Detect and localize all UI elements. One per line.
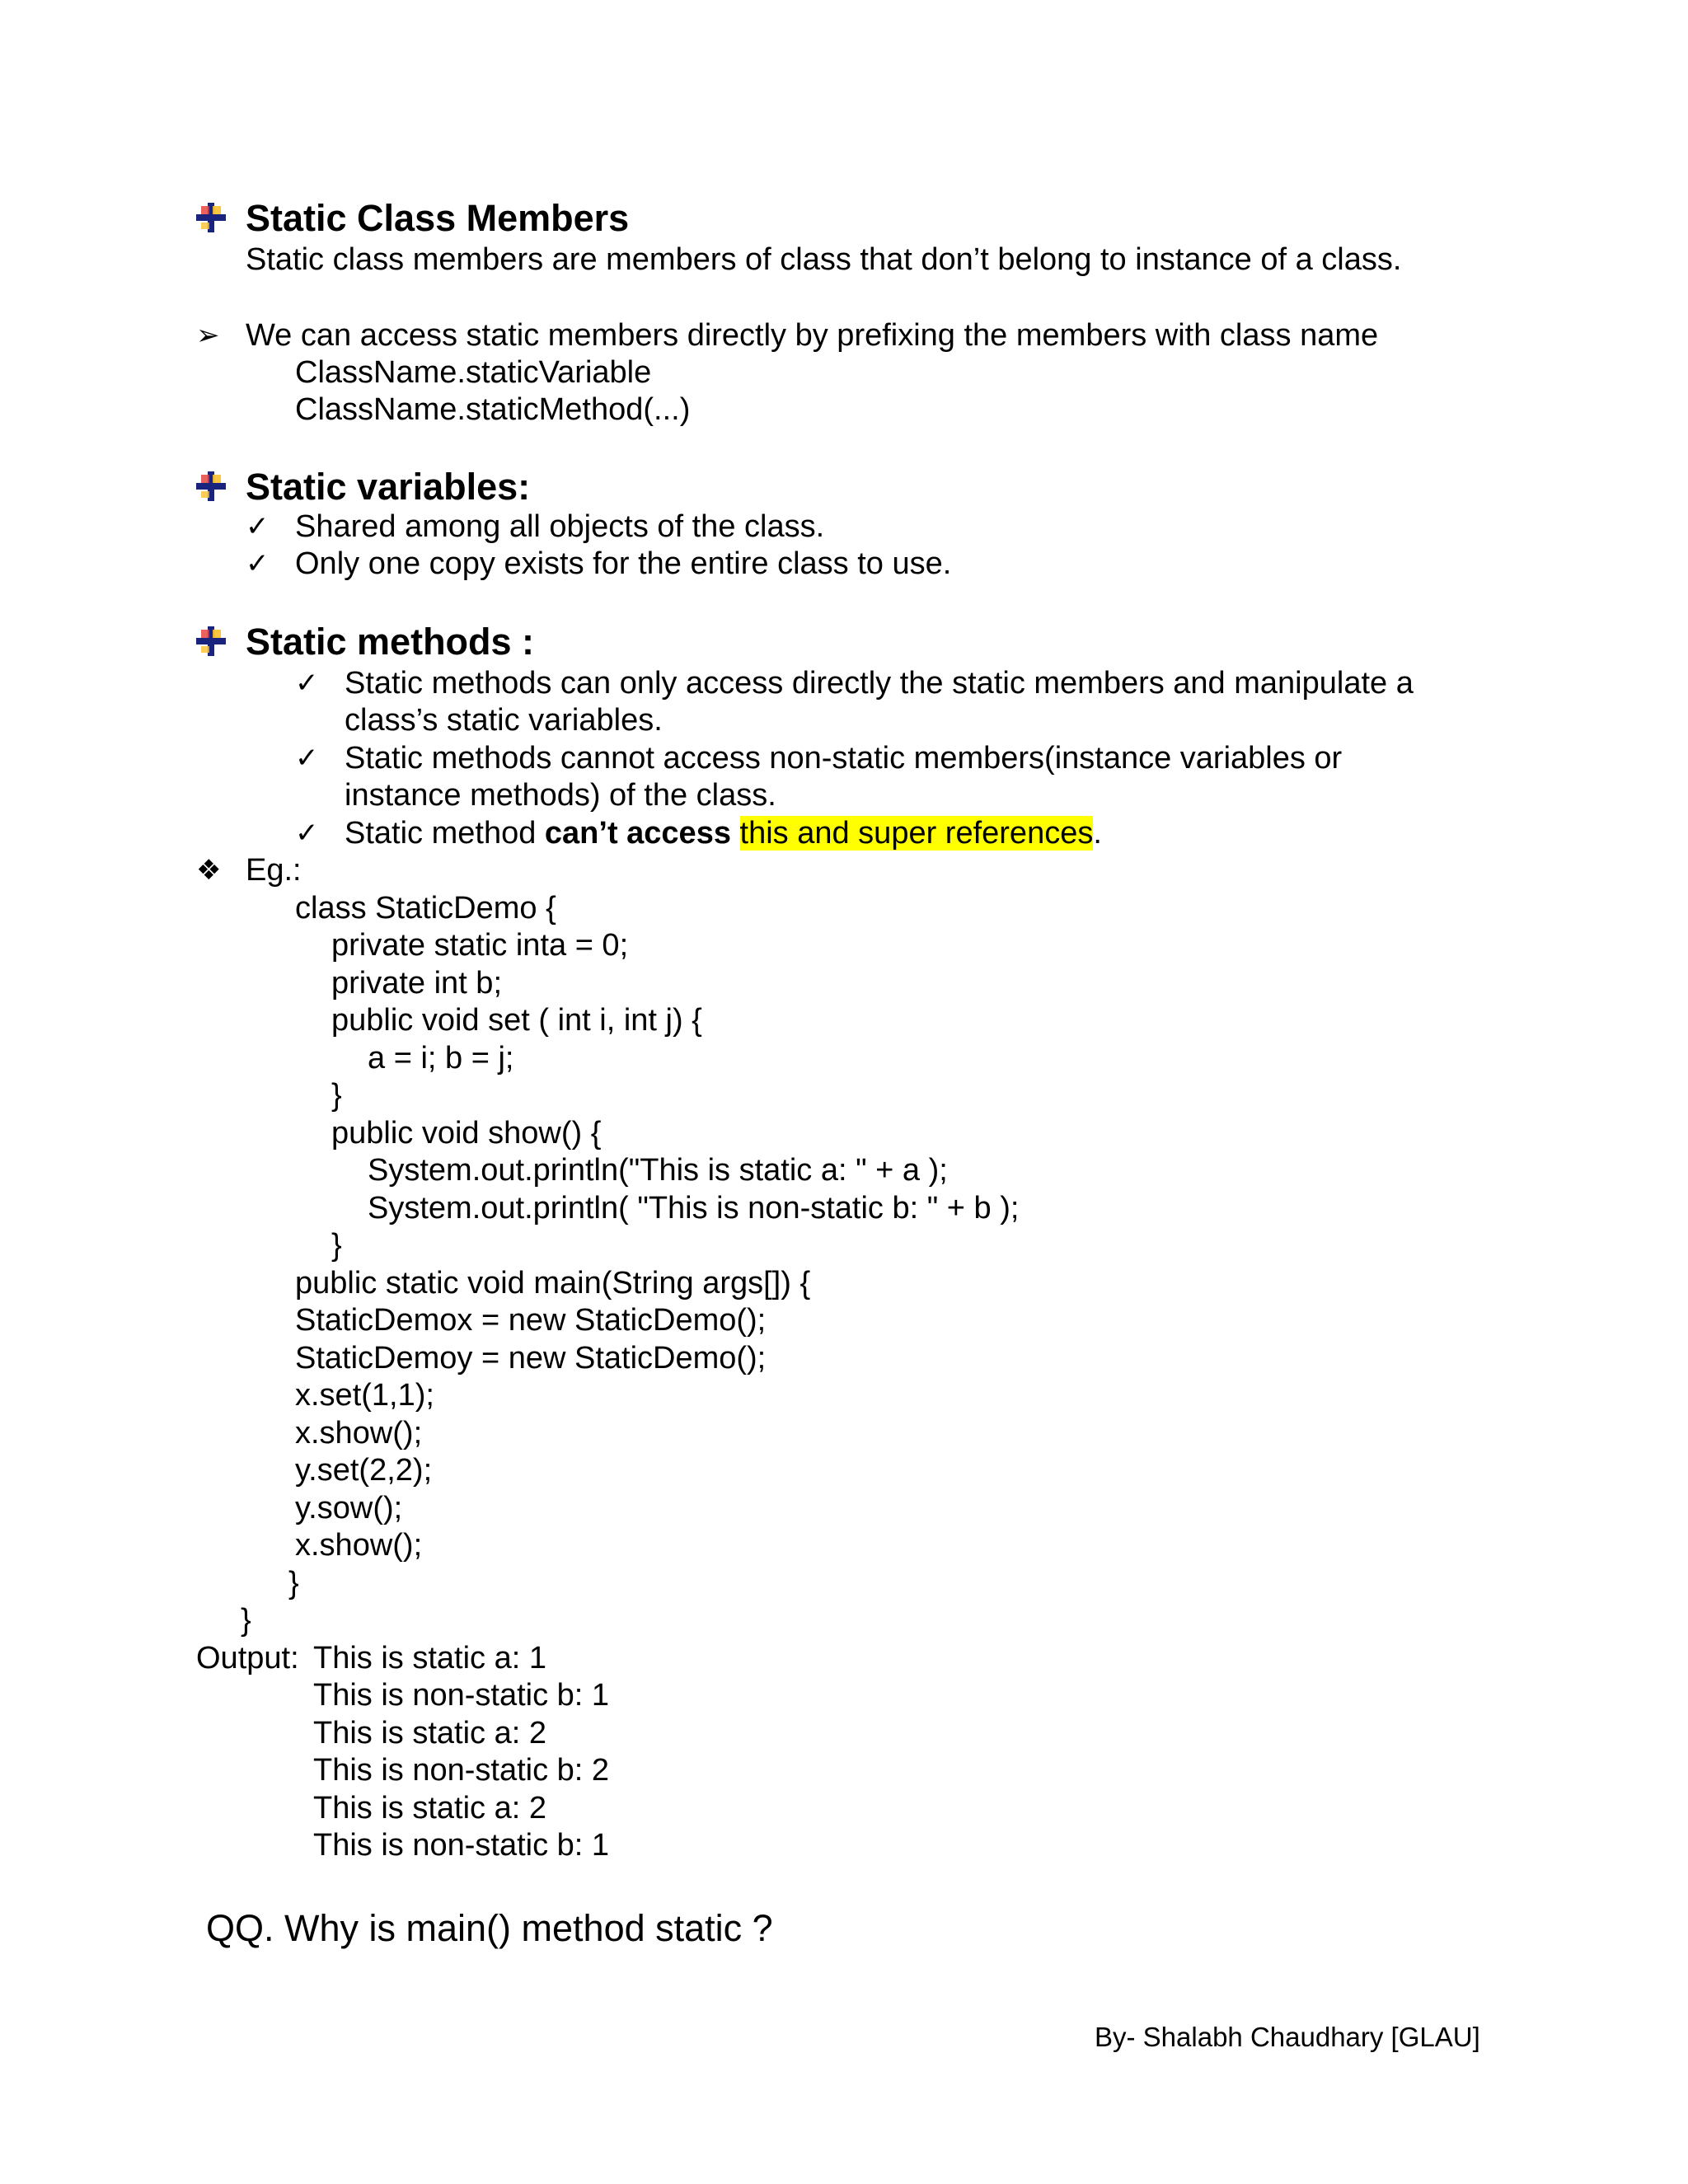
code-line: y.set(2,2);	[295, 1453, 433, 1488]
example-line: ClassName.staticVariable	[295, 355, 652, 390]
code-line: System.out.println( "This is non-static b: " + b );	[368, 1191, 1020, 1226]
output-line: This is static a: 1	[313, 1641, 546, 1675]
question-text: QQ. Why is main() method static ?	[206, 1907, 773, 1949]
code-line: private int b;	[331, 966, 502, 1001]
code-line: System.out.println("This is static a: " + a );	[368, 1153, 948, 1188]
section-description: Static class members are members of class that don’t belong to instance of a class.	[246, 242, 1402, 277]
plus-bullet-icon	[195, 625, 227, 658]
output-line: This is non-static b: 1	[313, 1828, 610, 1863]
bullet-text: Shared among all objects of the class.	[295, 509, 825, 544]
output-line: This is static a: 2	[313, 1716, 546, 1750]
code-line: x.set(1,1);	[295, 1378, 434, 1413]
bullet-text: instance methods) of the class.	[345, 778, 776, 813]
plus-bullet-icon	[195, 470, 227, 503]
plus-bullet-icon	[195, 201, 227, 234]
section-title: Static methods :	[246, 621, 535, 663]
example-line: ClassName.staticMethod(...)	[295, 392, 691, 427]
code-line: }	[241, 1603, 251, 1638]
output-line: This is non-static b: 1	[313, 1678, 610, 1713]
check-icon: ✓	[295, 817, 319, 850]
section-title: Static variables:	[246, 466, 531, 508]
output-line: This is static a: 2	[313, 1791, 546, 1825]
code-line: }	[331, 1078, 342, 1113]
code-line: public static void main(String args[]) {	[295, 1266, 811, 1301]
code-line: a = i; b = j;	[368, 1041, 514, 1076]
check-icon: ✓	[246, 510, 270, 543]
text-suffix: .	[1093, 816, 1102, 851]
code-line: StaticDemoy = new StaticDemo();	[295, 1341, 767, 1376]
code-line: }	[288, 1566, 299, 1601]
bullet-text-mixed	[345, 814, 1102, 852]
bullet-text: Static methods cannot access non-static members(instance variables or	[345, 741, 1343, 776]
example-label: Eg.:	[246, 853, 302, 888]
code-line: public void set ( int i, int j) {	[331, 1003, 702, 1038]
text-prefix: Static method	[345, 816, 545, 851]
check-icon: ✓	[295, 667, 319, 700]
code-line: x.show();	[295, 1416, 423, 1451]
code-line: x.show();	[295, 1528, 423, 1563]
code-line: public void show() {	[331, 1116, 602, 1151]
section-title: Static Class Members	[246, 197, 630, 239]
check-icon: ✓	[246, 547, 270, 580]
code-line: }	[331, 1228, 342, 1263]
bullet-text: class’s static variables.	[345, 703, 663, 738]
output-label: Output:	[196, 1641, 299, 1675]
code-line: class StaticDemo {	[295, 891, 556, 926]
footer-author: By- Shalabh Chaudhary [GLAU]	[1095, 2022, 1480, 2052]
highlighted-text: this and super references	[739, 816, 1094, 851]
bullet-text: Static methods can only access directly the static members and manipulate a	[345, 666, 1414, 701]
bold-text: can’t access	[544, 816, 731, 851]
code-line: y.sow();	[295, 1491, 403, 1526]
bullet-text: Only one copy exists for the entire class to use.	[295, 546, 952, 581]
arrow-bullet-icon: ➢	[196, 319, 220, 352]
access-point: We can access static members directly by prefixing the members with class name	[246, 318, 1379, 353]
check-icon: ✓	[295, 742, 319, 775]
code-line: private static inta = 0;	[331, 928, 629, 963]
diamond-bullet-icon: ❖	[196, 854, 222, 887]
code-line: StaticDemox = new StaticDemo();	[295, 1303, 767, 1338]
output-line: This is non-static b: 2	[313, 1753, 610, 1788]
